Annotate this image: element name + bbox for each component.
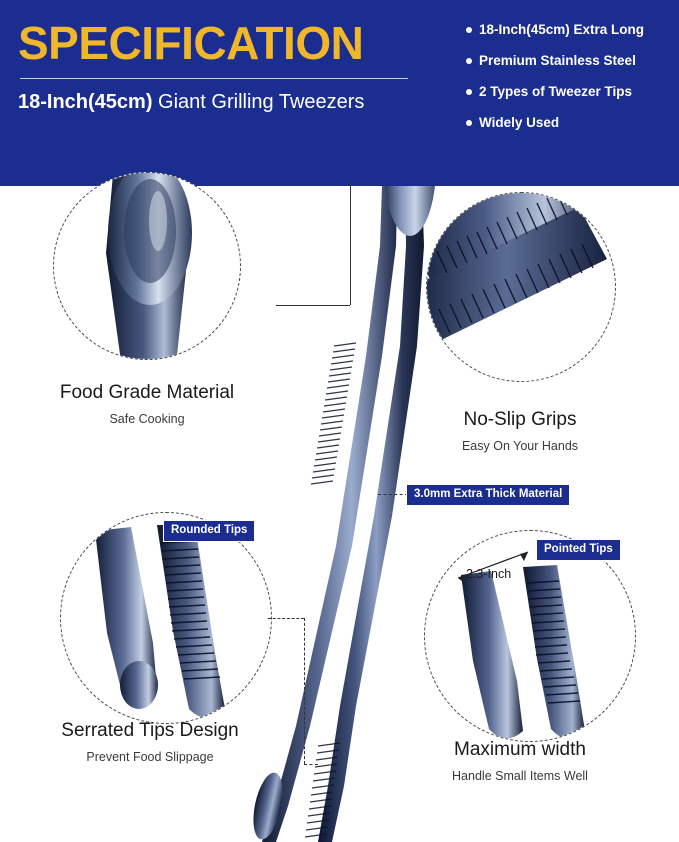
bullet-dot-icon (466, 58, 472, 64)
bullet-item (466, 82, 676, 101)
caption-serrated-tips (0, 719, 310, 767)
caption-food-grade (0, 381, 307, 429)
spec-header-banner (0, 0, 679, 186)
leader-line-food-grade-h (276, 305, 350, 306)
product-size-text: 18-Inch(45cm) (18, 91, 153, 113)
caption-subtitle: Handle Small Items Well (452, 769, 588, 783)
leader-line-food-grade-v (350, 181, 351, 305)
bullet-item (466, 20, 676, 39)
caption-title: Food Grade Material (59, 382, 235, 403)
product-subtitle (18, 89, 438, 115)
no-slip-grips-detail-art (427, 193, 616, 382)
callout-rounded-tips: Rounded Tips (163, 520, 255, 542)
leader-line-serrated-v (304, 618, 305, 764)
food-grade-detail-art (54, 173, 241, 360)
caption-subtitle: Easy On Your Hands (461, 439, 579, 453)
caption-title: Maximum width (454, 739, 586, 760)
caption-subtitle: Prevent Food Slippage (86, 750, 214, 764)
detail-circle-food-grade (53, 172, 241, 360)
caption-title: No-Slip Grips (463, 409, 577, 430)
bullet-label: 18-Inch(45cm) Extra Long (479, 22, 645, 37)
caption-title: Serrated Tips Design (61, 720, 239, 741)
page-title: SPECIFICATION (18, 17, 364, 69)
header-feature-bullets (466, 20, 676, 144)
bullet-label: Widely Used (479, 115, 560, 130)
label-max-width-value: 2.3-Inch (466, 567, 512, 581)
leader-line-serrated-h (268, 618, 304, 619)
bullet-dot-icon (466, 120, 472, 126)
bullet-label: Premium Stainless Steel (479, 53, 636, 68)
bullet-item (466, 51, 676, 70)
caption-maximum-width (360, 738, 679, 786)
bullet-label: 2 Types of Tweezer Tips (479, 84, 633, 99)
caption-no-slip-grips (360, 408, 679, 456)
leader-line-thickness (378, 494, 408, 495)
detail-circle-no-slip-grips (426, 192, 616, 382)
caption-subtitle: Safe Cooking (109, 412, 185, 426)
product-diagram-area (0, 186, 679, 842)
bullet-dot-icon (466, 27, 472, 33)
callout-pointed-tips: Pointed Tips (536, 539, 621, 561)
serrated-tips-detail-art (61, 513, 272, 724)
header-left-block (18, 16, 438, 115)
bullet-item (466, 113, 676, 132)
product-name-text: Giant Grilling Tweezers (152, 91, 365, 113)
title-divider (20, 78, 408, 79)
callout-thickness: 3.0mm Extra Thick Material (406, 484, 570, 506)
leader-line-serrated-h2 (304, 764, 318, 765)
bullet-dot-icon (466, 89, 472, 95)
detail-circle-serrated-tips (60, 512, 272, 724)
